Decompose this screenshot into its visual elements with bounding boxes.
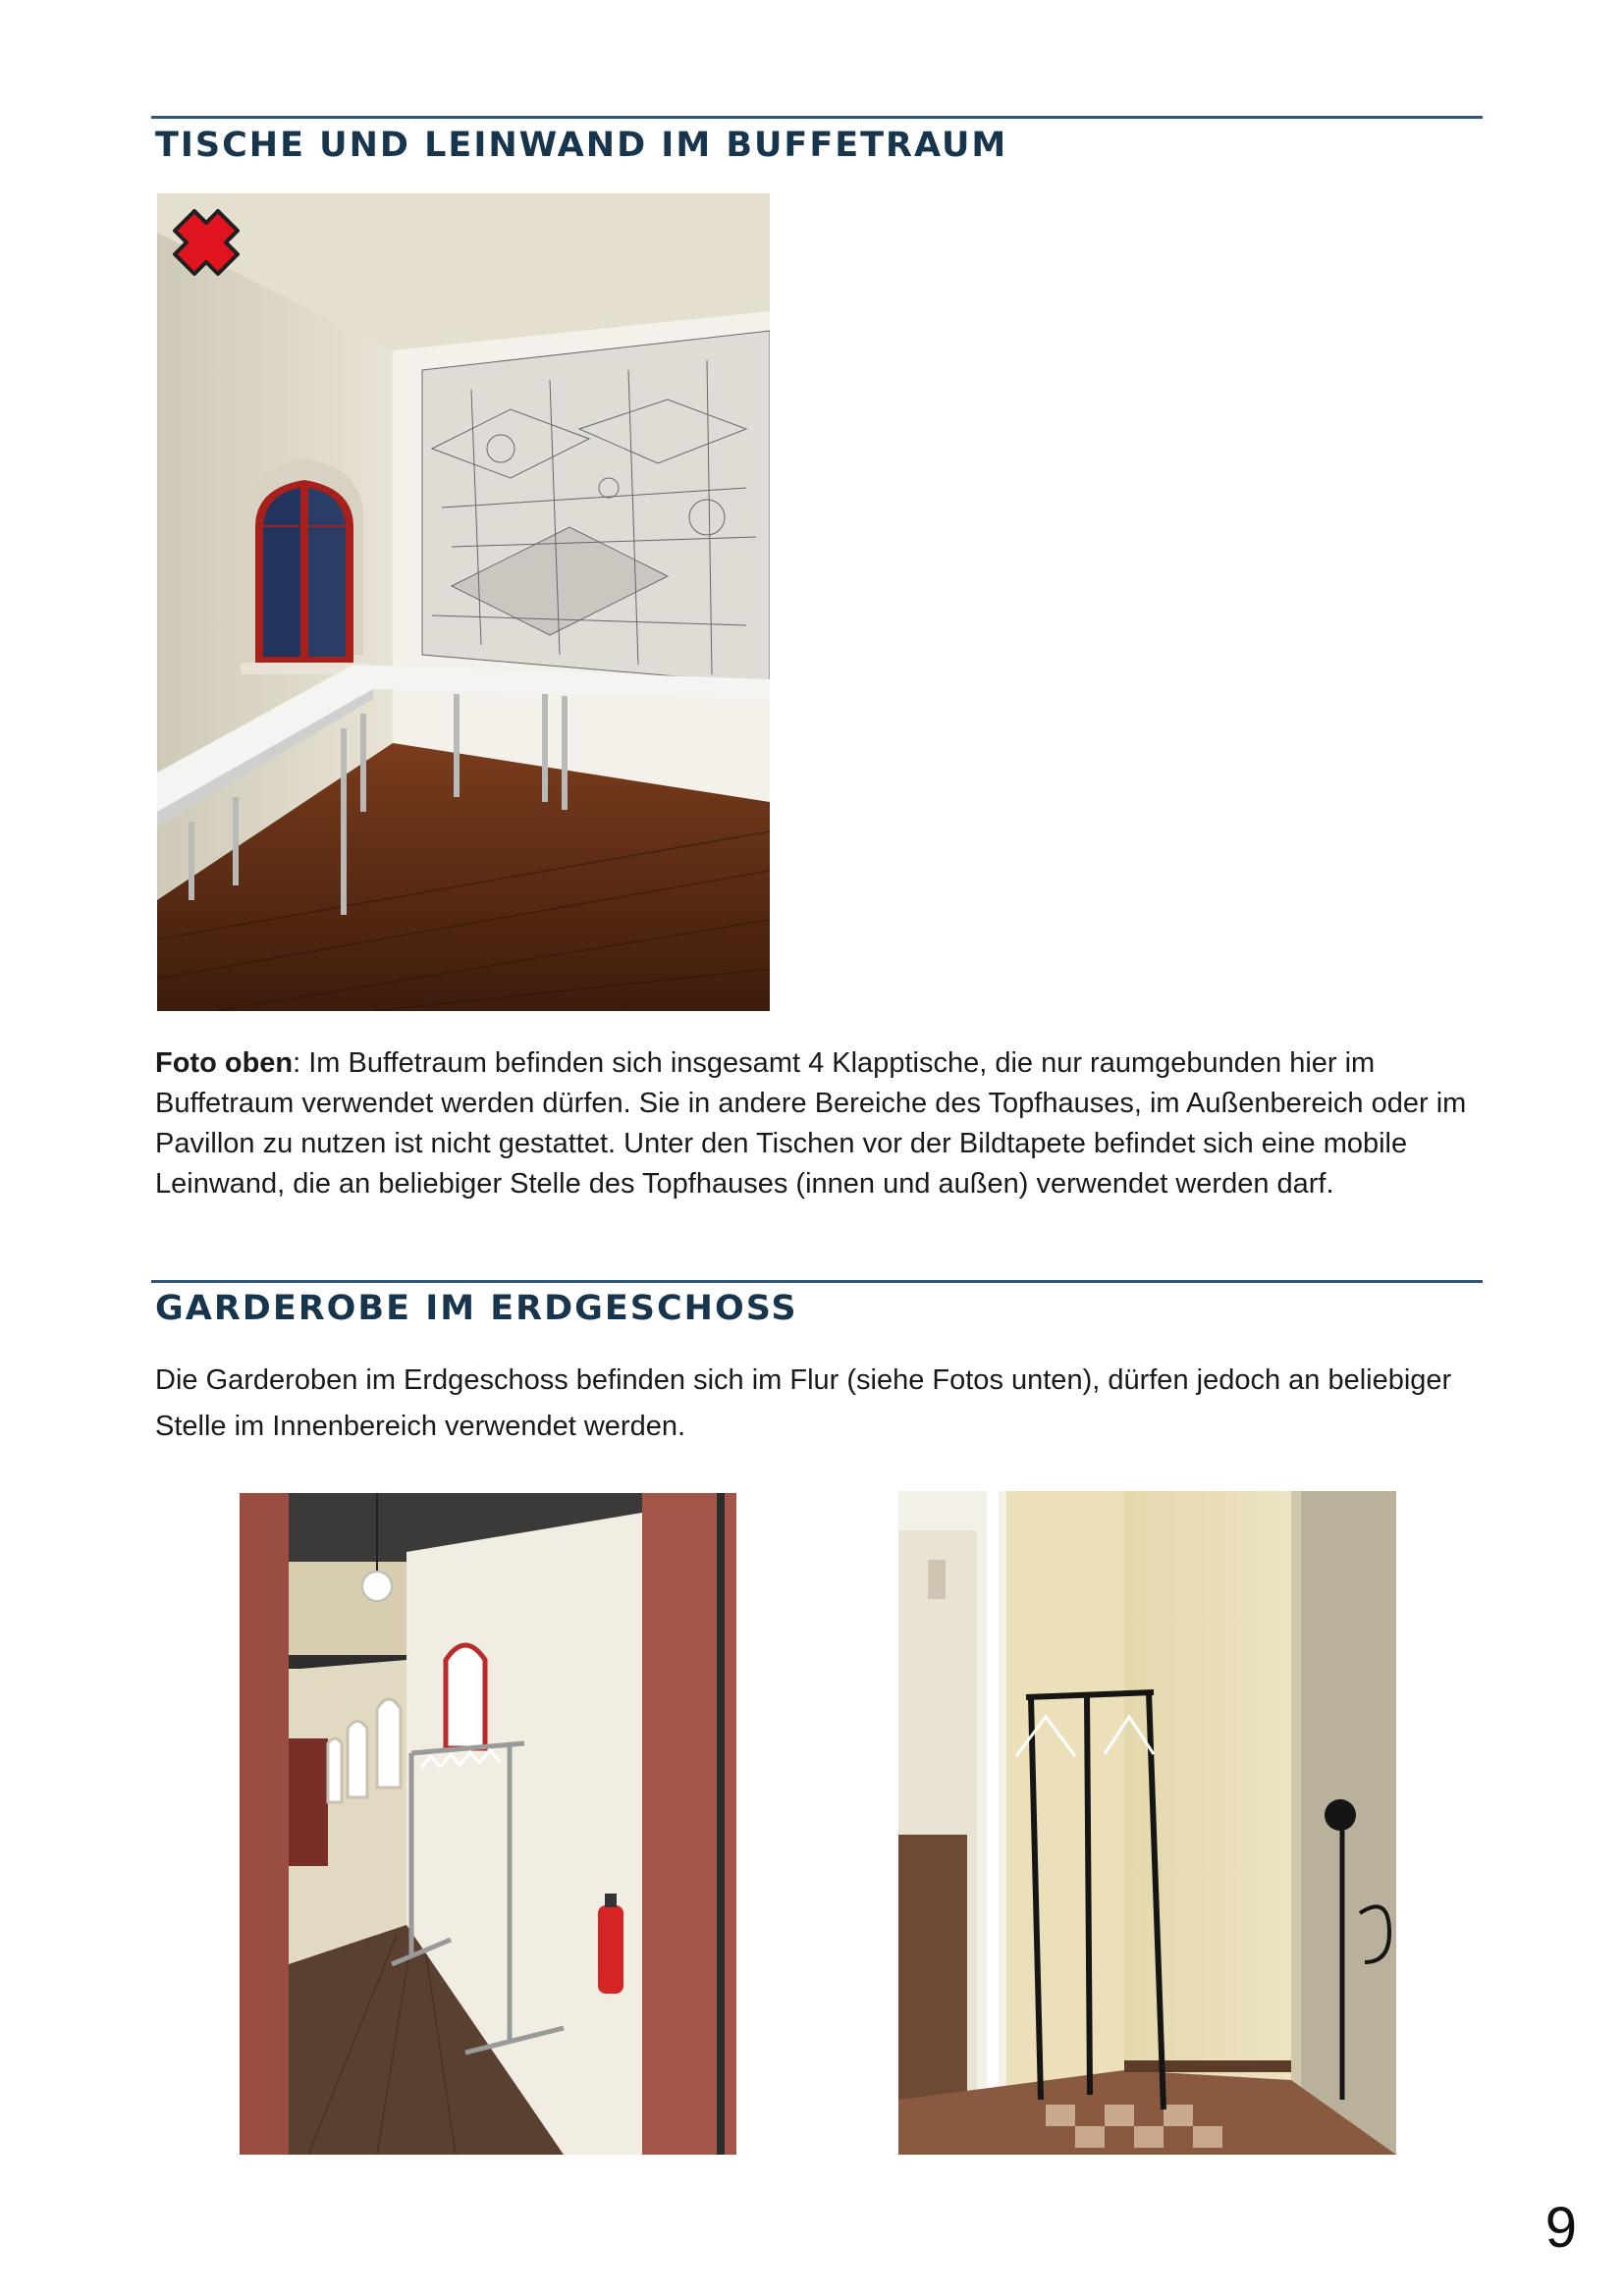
garderobe-text: Die Garderoben im Erdgeschoss befinden sich im Flur (siehe Fotos unten), dürfen jedoch an beliebiger Stelle im Innenbereich verwendet werden. [155, 1364, 1452, 1442]
caption-label: Foto oben [155, 1047, 294, 1079]
caption-text: : Im Buffetraum befinden sich insgesamt 4 Klapptische, die nur raumgebunden hier im Buffetraum verwendet werden dürfen. Sie in andere Bereiche des Topfhauses, im Außenbereich oder im Pavillon zu nutzen ist nicht gestattet. Unter den Tischen vor der Bildtapete befindet sich eine mobile Leinwand, die an beliebiger Stelle des Topfhauses (innen und außen) verwendet werden darf. [155, 1047, 1467, 1200]
buffet-photo-caption [155, 1043, 1483, 1204]
corner-coat-rack-photo [898, 1491, 1396, 2155]
section-divider [151, 116, 1483, 119]
section-title-garderobe: GARDEROBE IM ERDGESCHOSS [155, 1289, 798, 1328]
page-number: 9 [1544, 2196, 1577, 2260]
red-cross-icon [175, 211, 238, 274]
buffet-room-photo [157, 193, 770, 1011]
hallway-coat-rack-photo [240, 1493, 736, 2155]
section-divider [151, 1280, 1483, 1283]
section-title-buffetraum: TISCHE UND LEINWAND IM BUFFETRAUM [155, 126, 1008, 165]
